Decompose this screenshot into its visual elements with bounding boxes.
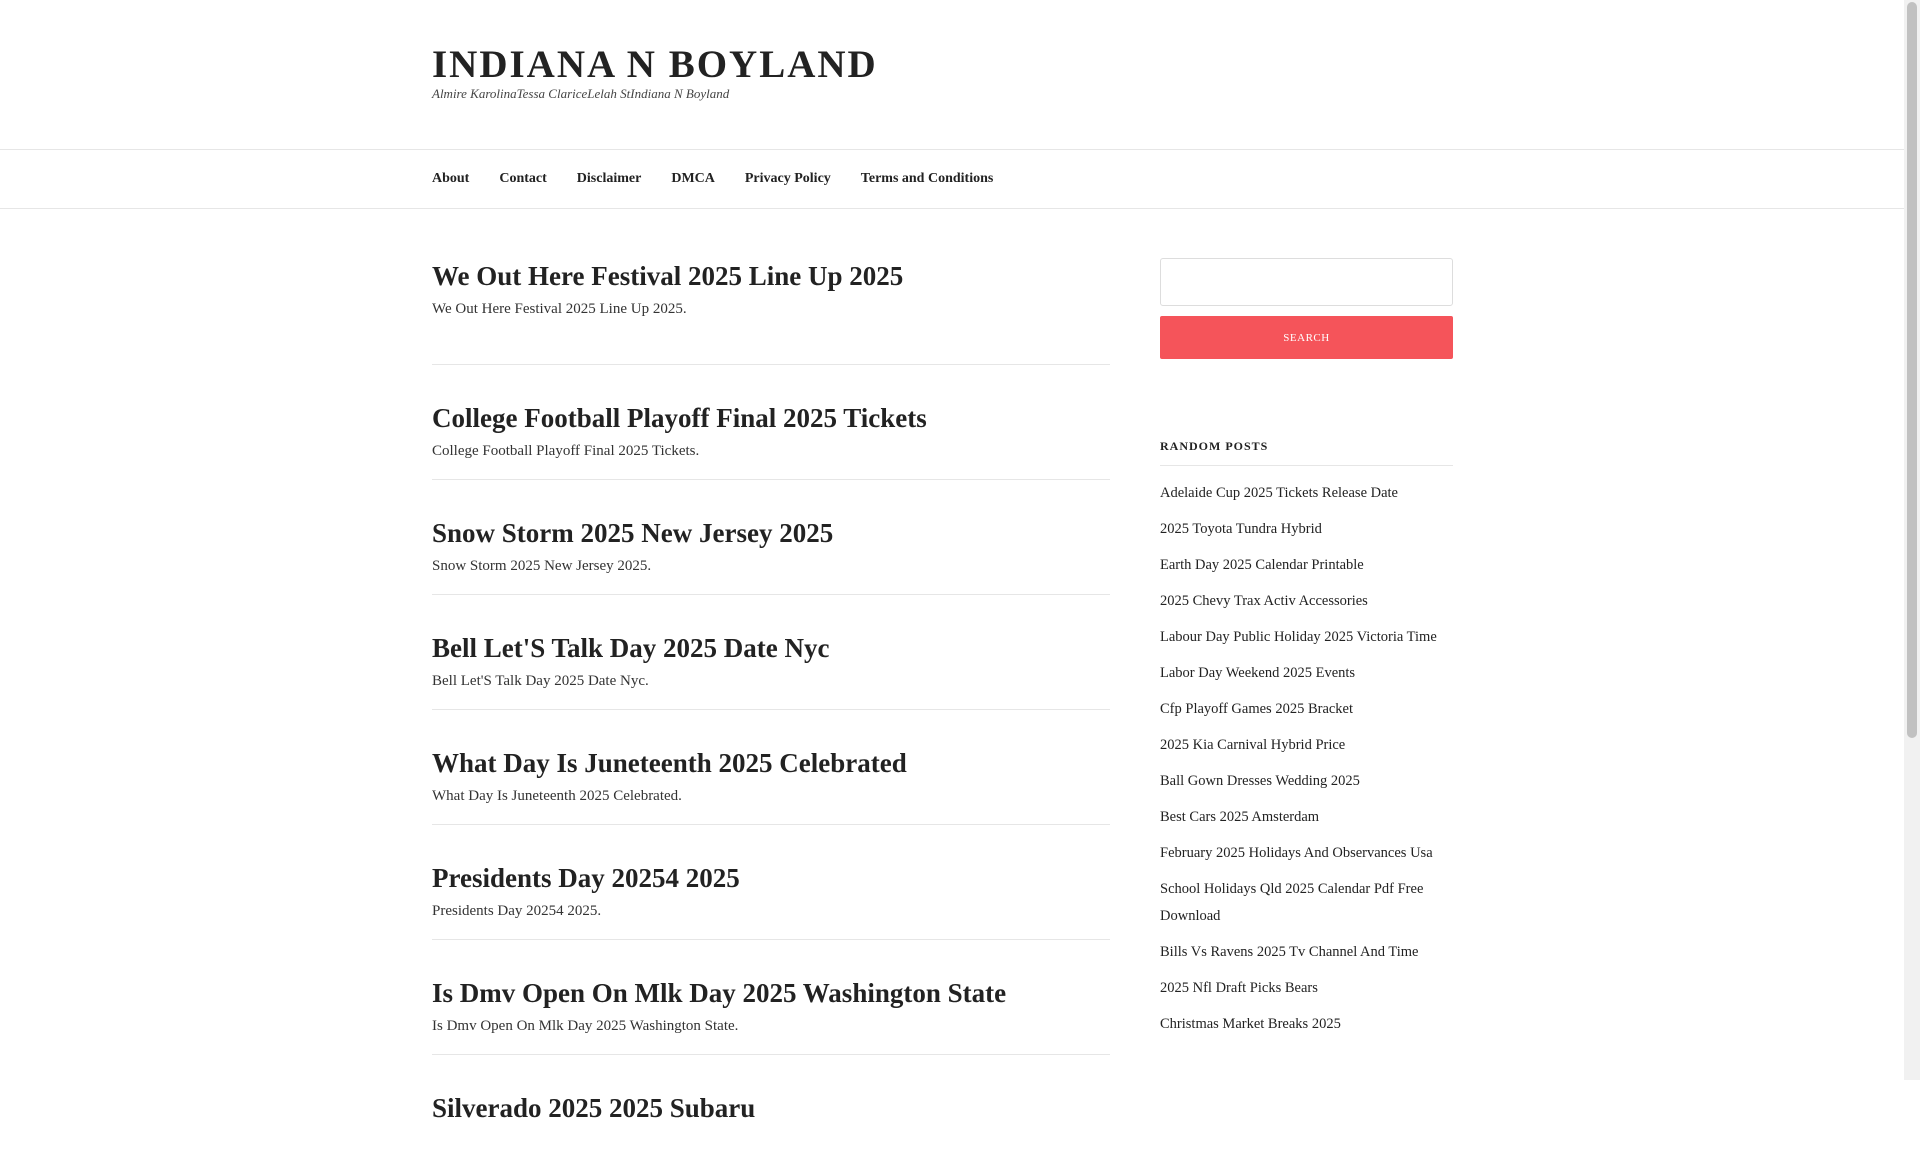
nav-list — [432, 150, 1023, 208]
random-post-link[interactable]: School Holidays Qld 2025 Calendar Pdf Free Download — [1160, 881, 1424, 924]
post-excerpt: We Out Here Festival 2025 Line Up 2025. — [432, 301, 687, 317]
post-item — [432, 940, 1110, 1055]
sidebar — [1160, 258, 1453, 1047]
post-item — [432, 480, 1110, 595]
random-post-link[interactable]: 2025 Kia Carnival Hybrid Price — [1160, 737, 1346, 753]
search-input[interactable] — [1160, 258, 1453, 306]
post-title[interactable]: Is Dmv Open On Mlk Day 2025 Washington State — [432, 978, 1007, 1008]
site-description: Almire KarolinaTessa ClariceLelah StIndiana N Boyland — [432, 86, 730, 101]
random-post-link[interactable]: February 2025 Holidays And Observances Usa — [1160, 845, 1433, 861]
random-post-link[interactable]: Ball Gown Dresses Wedding 2025 — [1160, 773, 1360, 789]
post-item — [432, 1055, 1110, 1170]
post-excerpt: College Football Playoff Final 2025 Tickets. — [432, 443, 700, 459]
post-excerpt: Snow Storm 2025 New Jersey 2025. — [432, 558, 652, 574]
random-post-link[interactable]: Adelaide Cup 2025 Tickets Release Date — [1160, 485, 1398, 501]
random-post-link[interactable]: Labour Day Public Holiday 2025 Victoria Time — [1160, 629, 1437, 645]
page-scrollbar[interactable] — [1904, 0, 1920, 1080]
random-post-link[interactable]: Bills Vs Ravens 2025 Tv Channel And Time — [1160, 944, 1419, 960]
site-header — [0, 0, 1904, 150]
post-title[interactable]: Bell Let'S Talk Day 2025 Date Nyc — [432, 633, 830, 663]
nav-item-about[interactable]: About — [432, 171, 470, 186]
random-posts-list — [1160, 480, 1453, 1038]
random-post-link[interactable]: Christmas Market Breaks 2025 — [1160, 1016, 1341, 1032]
nav-item-disclaimer[interactable]: Disclaimer — [576, 171, 642, 186]
post-excerpt: Bell Let'S Talk Day 2025 Date Nyc. — [432, 673, 649, 689]
search-button[interactable]: SEARCH — [1160, 316, 1453, 359]
post-item — [432, 250, 1110, 365]
random-post-link[interactable]: Earth Day 2025 Calendar Printable — [1160, 557, 1364, 573]
post-item — [432, 710, 1110, 825]
random-posts-title: RANDOM POSTS — [1160, 439, 1453, 466]
post-title[interactable]: Snow Storm 2025 New Jersey 2025 — [432, 518, 834, 548]
nav-item-contact[interactable]: Contact — [499, 171, 547, 186]
post-excerpt: Is Dmv Open On Mlk Day 2025 Washington State. — [432, 1018, 739, 1034]
random-post-link[interactable]: Cfp Playoff Games 2025 Bracket — [1160, 701, 1354, 717]
post-excerpt: What Day Is Juneteenth 2025 Celebrated. — [432, 788, 682, 804]
post-title[interactable]: Presidents Day 20254 2025 — [432, 863, 740, 893]
random-post-link[interactable]: Labor Day Weekend 2025 Events — [1160, 665, 1356, 681]
nav-item-privacy-policy[interactable]: Privacy Policy — [744, 171, 831, 186]
post-list — [432, 250, 1110, 1170]
random-post-link[interactable]: Best Cars 2025 Amsterdam — [1160, 809, 1320, 825]
post-item — [432, 595, 1110, 710]
post-title[interactable]: What Day Is Juneteenth 2025 Celebrated — [432, 748, 907, 778]
nav-item-dmca[interactable]: DMCA — [671, 171, 715, 186]
random-post-link[interactable]: 2025 Toyota Tundra Hybrid — [1160, 521, 1322, 537]
post-title[interactable]: Silverado 2025 2025 Subaru — [432, 1093, 756, 1123]
scrollbar-thumb[interactable] — [1907, 2, 1917, 738]
post-title[interactable]: We Out Here Festival 2025 Line Up 2025 — [432, 261, 904, 291]
post-title[interactable]: College Football Playoff Final 2025 Tickets — [432, 403, 927, 433]
site-title[interactable]: INDIANA N BOYLAND — [432, 43, 878, 86]
post-excerpt: Presidents Day 20254 2025. — [432, 903, 602, 919]
nav-item-terms-and-conditions[interactable]: Terms and Conditions — [860, 171, 994, 186]
main-nav — [0, 150, 1904, 209]
post-item — [432, 365, 1110, 480]
random-post-link[interactable]: 2025 Chevy Trax Activ Accessories — [1160, 593, 1368, 609]
post-item — [432, 825, 1110, 940]
random-post-link[interactable]: 2025 Nfl Draft Picks Bears — [1160, 980, 1318, 996]
